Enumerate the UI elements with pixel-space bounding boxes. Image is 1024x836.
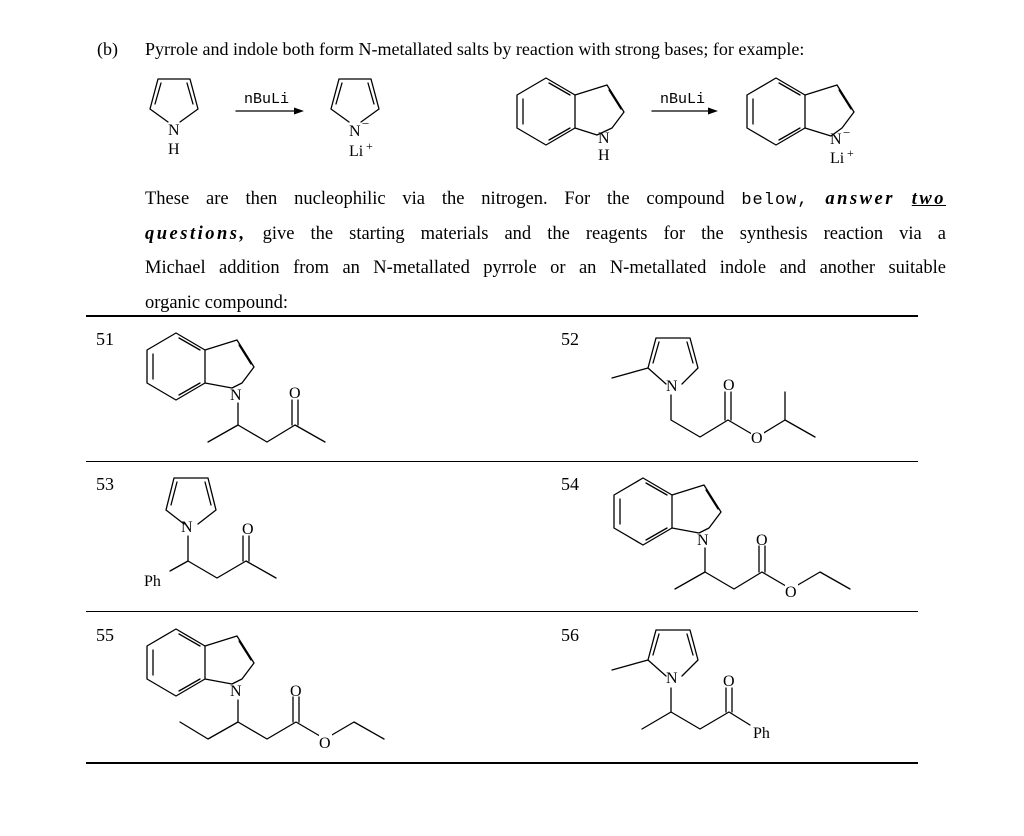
question-number-56: 56 [561, 625, 579, 645]
structure-51 [147, 333, 325, 442]
structure-55 [147, 629, 384, 752]
atom-n: N [666, 378, 678, 395]
atom-n: N [697, 532, 709, 549]
atom-n: N [666, 670, 678, 687]
structure-54 [614, 478, 850, 601]
paragraph-line-3: Michael addition from an N-metallated pyrrole or an N-metallated indole and another suitable [145, 258, 946, 278]
atom-o: O [723, 673, 735, 690]
atom-h: H [168, 141, 180, 158]
part-label: (b) [97, 39, 118, 59]
emphasis-two: two [911, 189, 946, 209]
atom-h: H [598, 147, 610, 164]
structure-56 [612, 630, 770, 742]
atom-n: N [230, 683, 242, 700]
atom-o-ester: O [319, 735, 331, 752]
atom-n-anion: N [830, 131, 842, 148]
emphasis-questions: questions, [145, 224, 247, 244]
paragraph-line-4: organic compound: [145, 293, 289, 313]
atom-o-ester: O [785, 584, 797, 601]
intro-text: Pyrrole and indole both form N-metallated salts by reaction with strong bases; for example: [145, 39, 805, 59]
atom-o-carbonyl: O [723, 377, 735, 394]
atom-n: N [598, 130, 610, 147]
reagent-label-2: nBuLi [660, 91, 706, 108]
pyrrole-anion-structure [331, 79, 379, 160]
indole-anion-structure [747, 78, 854, 167]
arrow-2 [652, 91, 718, 115]
atom-o-carbonyl: O [756, 532, 768, 549]
paragraph-line-1: These are then nucleophilic via the nitrogen. For the compound below, answer two [145, 189, 946, 210]
charge-minus: − [843, 125, 851, 140]
atom-o-ester: O [751, 430, 763, 447]
structure-52 [612, 338, 815, 447]
phenyl-label: Ph [144, 573, 161, 590]
charge-plus: + [366, 139, 373, 153]
atom-o: O [289, 385, 301, 402]
pyrrole-nh-structure [150, 79, 198, 158]
lithium-cation: Li [830, 150, 845, 167]
indole-nh-structure [517, 78, 624, 164]
question-number-54: 54 [561, 474, 579, 494]
charge-plus: + [847, 146, 854, 160]
question-number-53: 53 [96, 474, 114, 494]
lithium-cation: Li [349, 143, 364, 160]
reagent-label-1: nBuLi [244, 91, 290, 108]
atom-o: O [242, 521, 254, 538]
atom-n-anion: N [349, 123, 361, 140]
arrow-1 [236, 91, 304, 115]
atom-n: N [168, 122, 180, 139]
question-number-55: 55 [96, 625, 114, 645]
atom-n: N [230, 387, 242, 404]
atom-n: N [181, 519, 193, 536]
structure-53 [144, 478, 276, 590]
question-number-51: 51 [96, 329, 114, 349]
question-number-52: 52 [561, 329, 579, 349]
atom-o-carbonyl: O [290, 683, 302, 700]
paragraph-line-2: questions, give the starting materials and the reagents for the synthesis reaction via a [145, 224, 947, 244]
charge-minus: − [362, 116, 370, 131]
emphasis-answer: answer [825, 189, 895, 209]
phenyl-label: Ph [753, 725, 770, 742]
